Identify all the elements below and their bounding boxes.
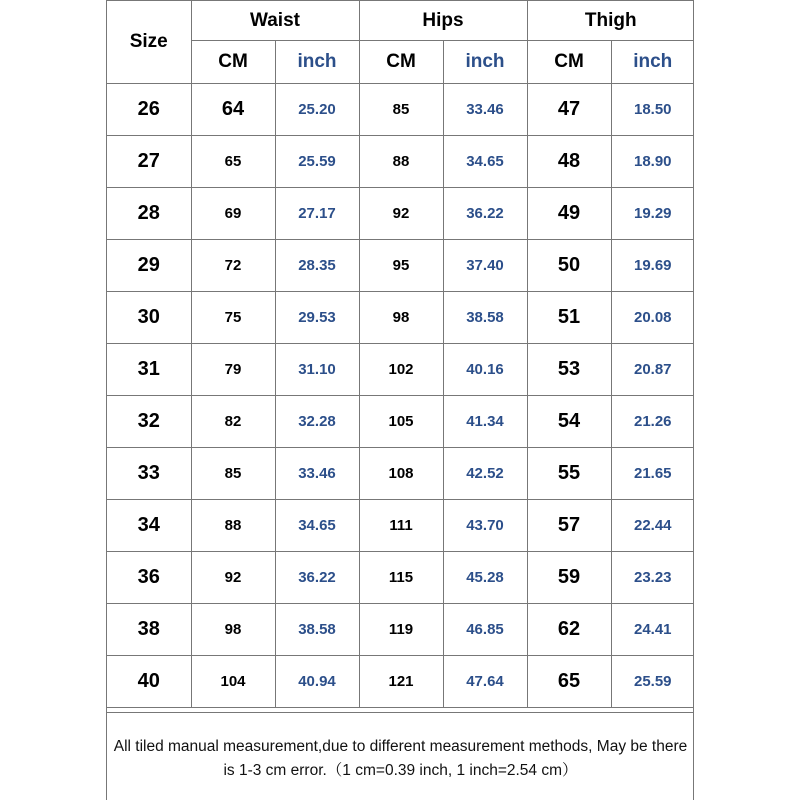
waist-cm-cell: 65 [191, 136, 275, 188]
table-row [107, 136, 694, 188]
hips-cm-cell: 92 [359, 188, 443, 240]
size-cell: 28 [107, 188, 191, 240]
waist-inch-cell: 27.17 [275, 188, 359, 240]
hips-cm-cell: 108 [359, 448, 443, 500]
waist-cm-cell: 69 [191, 188, 275, 240]
thigh-inch-cell: 25.59 [611, 656, 694, 708]
measurement-note: All tiled manual measurement,due to different measurement methods, May be there is 1-3 cm error.（1 cm=0.39 inch, 1 inch=2.54 cm） [107, 712, 694, 800]
size-cell: 38 [107, 604, 191, 656]
unit-header-inch: inch [611, 41, 694, 84]
size-cell: 27 [107, 136, 191, 188]
waist-cm-cell: 82 [191, 396, 275, 448]
waist-inch-cell: 36.22 [275, 552, 359, 604]
thigh-inch-cell: 19.29 [611, 188, 694, 240]
hips-inch-cell: 33.46 [443, 84, 527, 136]
hips-inch-cell: 37.40 [443, 240, 527, 292]
hips-cm-cell: 111 [359, 500, 443, 552]
thigh-header: Thigh [527, 1, 694, 41]
hips-cm-cell: 98 [359, 292, 443, 344]
waist-cm-cell: 88 [191, 500, 275, 552]
hips-cm-cell: 105 [359, 396, 443, 448]
waist-inch-cell: 29.53 [275, 292, 359, 344]
size-cell: 32 [107, 396, 191, 448]
table-row [107, 292, 694, 344]
thigh-inch-cell: 22.44 [611, 500, 694, 552]
waist-inch-cell: 38.58 [275, 604, 359, 656]
waist-inch-cell: 32.28 [275, 396, 359, 448]
thigh-cm-cell: 65 [527, 656, 611, 708]
waist-cm-cell: 92 [191, 552, 275, 604]
hips-cm-cell: 88 [359, 136, 443, 188]
size-cell: 33 [107, 448, 191, 500]
waist-inch-cell: 33.46 [275, 448, 359, 500]
waist-header: Waist [191, 1, 359, 41]
waist-cm-cell: 75 [191, 292, 275, 344]
hips-inch-cell: 40.16 [443, 344, 527, 396]
size-cell: 31 [107, 344, 191, 396]
hips-inch-cell: 42.52 [443, 448, 527, 500]
thigh-inch-cell: 18.50 [611, 84, 694, 136]
waist-inch-cell: 28.35 [275, 240, 359, 292]
waist-cm-cell: 64 [191, 84, 275, 136]
size-cell: 30 [107, 292, 191, 344]
thigh-inch-cell: 24.41 [611, 604, 694, 656]
hips-inch-cell: 38.58 [443, 292, 527, 344]
thigh-cm-cell: 47 [527, 84, 611, 136]
unit-header-cm: CM [527, 41, 611, 84]
table-row [107, 188, 694, 240]
header-unit-row [107, 41, 694, 84]
thigh-cm-cell: 59 [527, 552, 611, 604]
size-header: Size [107, 1, 191, 84]
thigh-inch-cell: 18.90 [611, 136, 694, 188]
hips-inch-cell: 46.85 [443, 604, 527, 656]
table-body [107, 84, 694, 708]
hips-inch-cell: 34.65 [443, 136, 527, 188]
thigh-cm-cell: 48 [527, 136, 611, 188]
hips-cm-cell: 95 [359, 240, 443, 292]
table-row [107, 396, 694, 448]
thigh-cm-cell: 55 [527, 448, 611, 500]
table-row [107, 500, 694, 552]
hips-inch-cell: 36.22 [443, 188, 527, 240]
size-cell: 34 [107, 500, 191, 552]
size-cell: 29 [107, 240, 191, 292]
table-row [107, 344, 694, 396]
thigh-cm-cell: 62 [527, 604, 611, 656]
unit-header-cm: CM [359, 41, 443, 84]
hips-cm-cell: 85 [359, 84, 443, 136]
hips-cm-cell: 102 [359, 344, 443, 396]
waist-inch-cell: 34.65 [275, 500, 359, 552]
size-cell: 40 [107, 656, 191, 708]
thigh-inch-cell: 23.23 [611, 552, 694, 604]
hips-inch-cell: 47.64 [443, 656, 527, 708]
thigh-inch-cell: 20.08 [611, 292, 694, 344]
table-row [107, 84, 694, 136]
size-table [107, 0, 694, 708]
hips-inch-cell: 41.34 [443, 396, 527, 448]
waist-inch-cell: 25.59 [275, 136, 359, 188]
table-row [107, 448, 694, 500]
size-cell: 36 [107, 552, 191, 604]
unit-header-inch: inch [443, 41, 527, 84]
waist-inch-cell: 40.94 [275, 656, 359, 708]
thigh-cm-cell: 54 [527, 396, 611, 448]
thigh-inch-cell: 21.26 [611, 396, 694, 448]
thigh-cm-cell: 49 [527, 188, 611, 240]
thigh-inch-cell: 19.69 [611, 240, 694, 292]
size-cell: 26 [107, 84, 191, 136]
waist-cm-cell: 104 [191, 656, 275, 708]
hips-cm-cell: 119 [359, 604, 443, 656]
thigh-cm-cell: 53 [527, 344, 611, 396]
thigh-cm-cell: 57 [527, 500, 611, 552]
thigh-inch-cell: 20.87 [611, 344, 694, 396]
hips-inch-cell: 45.28 [443, 552, 527, 604]
table-row [107, 240, 694, 292]
waist-cm-cell: 79 [191, 344, 275, 396]
waist-inch-cell: 25.20 [275, 84, 359, 136]
size-chart [106, 0, 694, 800]
unit-header-cm: CM [191, 41, 275, 84]
waist-inch-cell: 31.10 [275, 344, 359, 396]
hips-cm-cell: 121 [359, 656, 443, 708]
hips-header: Hips [359, 1, 527, 41]
unit-header-inch: inch [275, 41, 359, 84]
hips-cm-cell: 115 [359, 552, 443, 604]
thigh-inch-cell: 21.65 [611, 448, 694, 500]
waist-cm-cell: 85 [191, 448, 275, 500]
thigh-cm-cell: 51 [527, 292, 611, 344]
table-row [107, 552, 694, 604]
header-group-row [107, 1, 694, 41]
waist-cm-cell: 72 [191, 240, 275, 292]
thigh-cm-cell: 50 [527, 240, 611, 292]
table-row [107, 604, 694, 656]
waist-cm-cell: 98 [191, 604, 275, 656]
table-row [107, 656, 694, 708]
hips-inch-cell: 43.70 [443, 500, 527, 552]
